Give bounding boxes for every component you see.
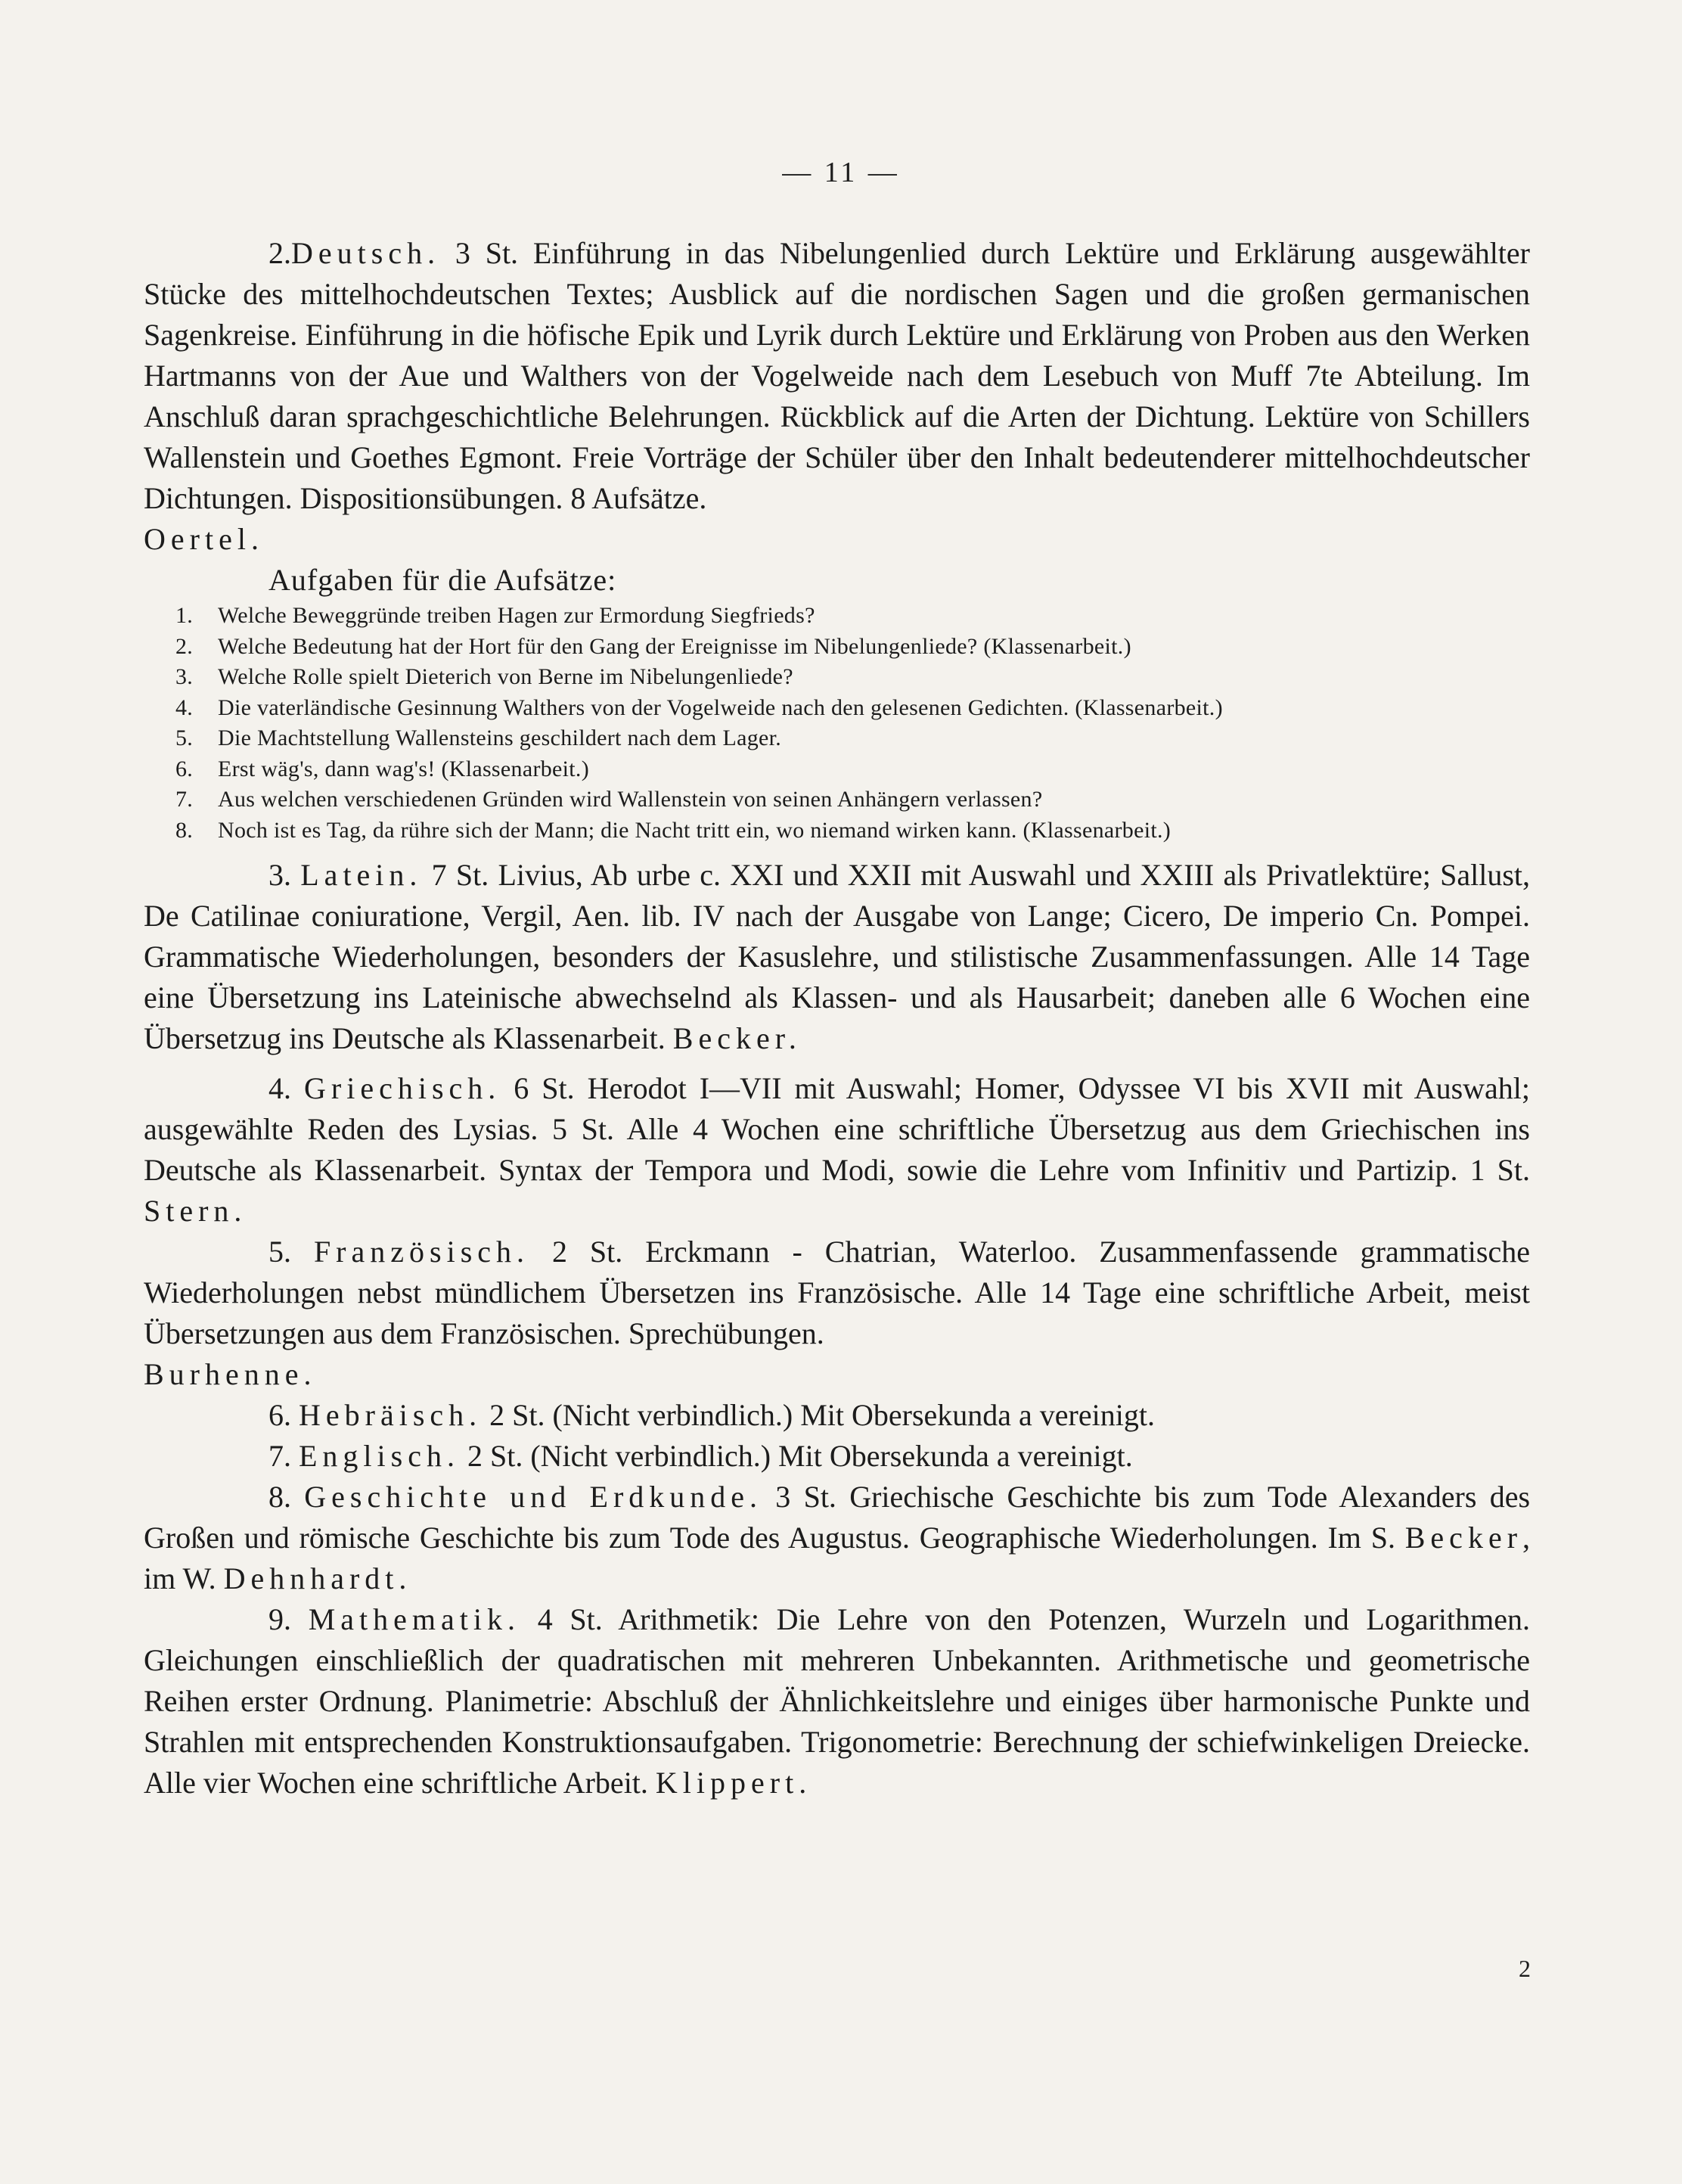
teacher-name-burhenne: Burhenne.: [144, 1357, 317, 1391]
topic-text: Welche Beweggründe treiben Hagen zur Ermordung Siegfrieds?: [218, 603, 815, 628]
sheet-signature-mark: 2: [1519, 1955, 1531, 1982]
section-title-griechisch: Griechisch.: [304, 1071, 501, 1105]
section-title-hebraeisch: Hebräisch.: [299, 1398, 483, 1432]
section-deutsch: [144, 233, 1530, 519]
section-number: 7.: [268, 1439, 291, 1473]
topic-number: 7.: [175, 787, 194, 812]
section-geschichte: [144, 1477, 1530, 1599]
section-title-englisch: Englisch.: [299, 1439, 460, 1473]
page-content: [144, 233, 1530, 1803]
teacher-line-deutsch: [144, 519, 1530, 560]
section-number: 5.: [268, 1235, 291, 1269]
section-mathematik: [144, 1599, 1530, 1803]
topic-text: Noch ist es Tag, da rühre sich der Mann; die Nacht tritt ein, wo niemand wirken kann. (Klassenarbeit.): [218, 817, 1172, 843]
topic-number: 4.: [175, 694, 194, 720]
topic-text: Die Machtstellung Wallensteins geschildert nach dem Lager.: [218, 725, 782, 750]
section-franzoesisch: [144, 1232, 1530, 1354]
section-number: 9.: [268, 1602, 291, 1636]
teacher-name-dehnhardt: Dehnhardt.: [223, 1561, 412, 1595]
section-number: 8.: [268, 1480, 291, 1514]
section-text-englisch: 2 St. (Nicht verbindlich.) Mit Obersekunda a vereinigt.: [459, 1439, 1133, 1473]
section-title-deutsch: Deutsch.: [291, 236, 441, 270]
topic-number: 2.: [175, 633, 194, 659]
topic-number: 3.: [175, 664, 194, 689]
section-text-latein: 7 St. Livius, Ab urbe c. XXI und XXII mit Auswahl und XXIII als Privatlektüre; Sallust, De Catilinae coniuratione, Vergil, Aen. lib. IV nach der Ausgabe von Lange; Cicero, De imperio Cn. Pompei. Grammatische Wiederholungen, besonders der Kasuslehre, und stilistische Zusammenfassungen. Alle 14 Tage eine Übersetzung ins Lateinische abwechselnd als Klassen- und als Hausarbeit; daneben alle 6 Wochen eine Übersetzug ins Deutsche als Klassenarbeit.: [144, 858, 1531, 1055]
teacher-name-becker: Becker.: [672, 1021, 802, 1055]
essay-topic: [144, 693, 1530, 724]
topic-text: Aus welchen verschiedenen Gründen wird Wallenstein von seinen Anhängern verlassen?: [218, 787, 1043, 812]
teacher-name-stern: Stern.: [144, 1194, 247, 1228]
topic-text: Erst wäg's, dann wag's! (Klassenarbeit.): [218, 756, 590, 781]
section-number: 2.: [268, 236, 291, 270]
section-englisch: [144, 1436, 1530, 1477]
section-text-hebraeisch: 2 St. (Nicht verbindlich.) Mit Obersekunda a vereinigt.: [482, 1398, 1155, 1432]
essay-topic: [144, 754, 1530, 785]
section-griechisch: [144, 1068, 1530, 1232]
topic-text: Die vaterländische Gesinnung Walthers von der Vogelweide nach den gelesenen Gedichten. (Klassenarbeit.): [218, 694, 1223, 720]
essay-topics-heading: Aufgaben für die Aufsätze:: [268, 563, 617, 597]
teacher-name-klippert: Klippert.: [655, 1766, 812, 1800]
essay-topic: [144, 784, 1530, 816]
section-text-geschichte-mid: , im W.: [144, 1521, 1531, 1595]
topic-text: Welche Bedeutung hat der Hort für den Gang der Ereignisse im Nibelungenliede? (Klassenarbeit.): [218, 633, 1131, 659]
section-text-griechisch: 6 St. Herodot I—VII mit Auswahl; Homer, Odyssee VI bis XVII mit Auswahl; ausgewählte Reden des Lysias. 5 St. Alle 4 Wochen eine schriftliche Übersetzug aus dem Griechischen ins Deutsche als Klassenarbeit. Syntax der Tempora und Modi, sowie die Lehre vom Infinitiv und Partizip. 1 St.: [144, 1071, 1531, 1187]
section-title-geschichte: Geschichte und Erdkunde.: [304, 1480, 763, 1514]
topic-number: 1.: [175, 603, 194, 628]
essay-topic: [144, 816, 1530, 847]
essay-topic: [144, 662, 1530, 693]
section-hebraeisch: [144, 1395, 1530, 1436]
essay-topic: [144, 723, 1530, 754]
section-title-franzoesisch: Französisch.: [313, 1235, 530, 1269]
section-text-franzoesisch: 2 St. Erckmann - Chatrian, Waterloo. Zusammenfassende grammatische Wiederholungen nebst mündlichem Übersetzen ins Französische. Alle 14 Tage eine schriftliche Arbeit, meist Übersetzungen aus dem Französischen. Sprechübungen.: [144, 1235, 1530, 1350]
section-title-mathematik: Mathematik.: [308, 1602, 520, 1636]
essay-topic: [144, 601, 1530, 632]
section-number: 6.: [268, 1398, 291, 1432]
section-number: 4.: [268, 1071, 291, 1105]
essay-topics-list: [144, 601, 1530, 846]
section-title-latein: Latein.: [300, 858, 423, 892]
spacer: [144, 846, 1530, 855]
section-number: 3.: [268, 858, 291, 892]
spacer: [144, 1059, 1530, 1068]
topic-text: Welche Rolle spielt Dieterich von Berne im Nibelungenliede?: [218, 664, 793, 689]
page-number: — 11 —: [782, 157, 900, 188]
topic-number: 8.: [175, 817, 194, 843]
essay-topic: [144, 632, 1530, 663]
topic-number: 6.: [175, 756, 194, 781]
topic-number: 5.: [175, 725, 194, 750]
section-text-geschichte: 3 St. Griechische Geschichte bis zum Tode Alexanders des Großen und römische Geschichte bis zum Tode des Augustus. Geographische Wiederholungen. Im S.: [144, 1480, 1531, 1555]
teacher-line-franzoesisch: [144, 1354, 1530, 1395]
section-text-deutsch: 3 St. Einführung in das Nibelungenlied durch Lektüre und Erklärung ausgewählter Stücke des mittelhochdeutschen Textes; Ausblick auf die nordischen Sagen und die großen germanischen Sagenkreise. Einführung in die höfische Epik und Lyrik durch Lektüre und Erklärung von Proben aus den Werken Hartmanns von der Aue und Walthers von der Vogelweide nach dem Lesebuch von Muff 7te Abteilung. Im Anschluß daran sprachgeschichtliche Belehrungen. Rückblick auf die Arten der Dichtung. Lektüre von Schillers Wallenstein und Goethes Egmont. Freie Vorträge der Schüler über den Inhalt bedeutenderer mittelhochdeutscher Dichtungen. Dispositionsübungen. 8 Aufsätze.: [144, 236, 1530, 515]
teacher-name-oertel: Oertel.: [144, 522, 264, 556]
section-text-mathematik: 4 St. Arithmetik: Die Lehre von den Potenzen, Wurzeln und Logarithmen. Gleichungen einschließlich der quadratischen mit mehreren Unbekannten. Arithmetische und geometrische Reihen erster Ordnung. Planimetrie: Abschluß der Ähnlichkeitslehre und einiges über harmonische Punkte und Strahlen mit entsprechenden Konstruktionsaufgaben. Trigonometrie: Berechnung der schiefwinkeligen Dreiecke. Alle vier Wochen eine schriftliche Arbeit.: [144, 1602, 1531, 1800]
section-latein: [144, 855, 1530, 1059]
teacher-name-becker: Becker: [1404, 1521, 1523, 1555]
